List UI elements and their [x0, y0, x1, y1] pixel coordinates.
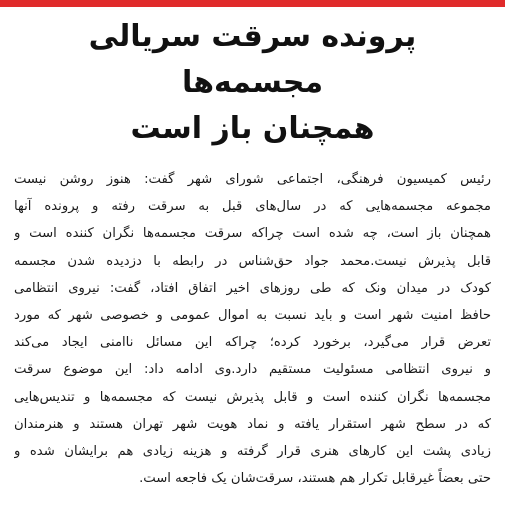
body-line-6: حافظ امنیت شهر است و باید نسبت به اموال عمومی و خصوصی شهر که مورد — [14, 307, 491, 323]
body-line-3: همچنان باز است، چه شده است چراکه سرقت مجسمه‌ها نگران کننده است و — [14, 226, 491, 242]
headline — [14, 14, 491, 152]
article — [14, 14, 491, 492]
body-line-10: که در سطح شهر استقرار یافته و نماد هویت شهر تهران هستند و هنرمندان — [14, 416, 491, 432]
headline-line-2: همچنان باز است — [130, 111, 375, 146]
top-accent-bar — [0, 0, 505, 7]
body-line-2: مجموعه مجسمه‌هایی که در سال‌های قبل به سرقت رفته و پرونده آنها — [14, 199, 491, 215]
body-line-8: و نیروی انتظامی مسئولیت مستقیم دارد.وی ادامه داد: این موضوع سرقت — [14, 362, 491, 378]
headline-line-1: پرونده سرقت سریالی مجسمه‌ها — [88, 19, 417, 100]
body-line-1: رئیس کمیسیون فرهنگی، اجتماعی شورای شهر گفت: هنوز روشن نیست — [14, 172, 491, 187]
article-body — [14, 166, 491, 492]
body-line-5: کودک در میدان ونک که طی روزهای اخیر اتفاق افتاد، گفت: نیروی انتظامی — [14, 280, 491, 296]
body-line-11: زیادی پشت این کارهای هنری قرار گرفته و هزینه زیادی هم برایشان شده و — [14, 443, 491, 459]
body-line-4: قابل پذیرش نیست.محمد جواد حق‌شناس در رابطه با دزدیده شدن مجسمه — [14, 253, 491, 269]
body-line-7: تعرض قرار می‌گیرد، برخورد کرده؛ چراکه این مسائل ناامنی ایجاد می‌کند — [14, 335, 491, 351]
body-line-9: مجسمه‌ها نگران کننده است و قابل پذیرش نیست که مجسمه‌ها و تندیس‌هایی — [14, 389, 491, 405]
body-line-12: حتی بعضاً غیرقابل تکرار هم هستند، سرقت‌شان یک فاجعه است. — [139, 471, 491, 487]
